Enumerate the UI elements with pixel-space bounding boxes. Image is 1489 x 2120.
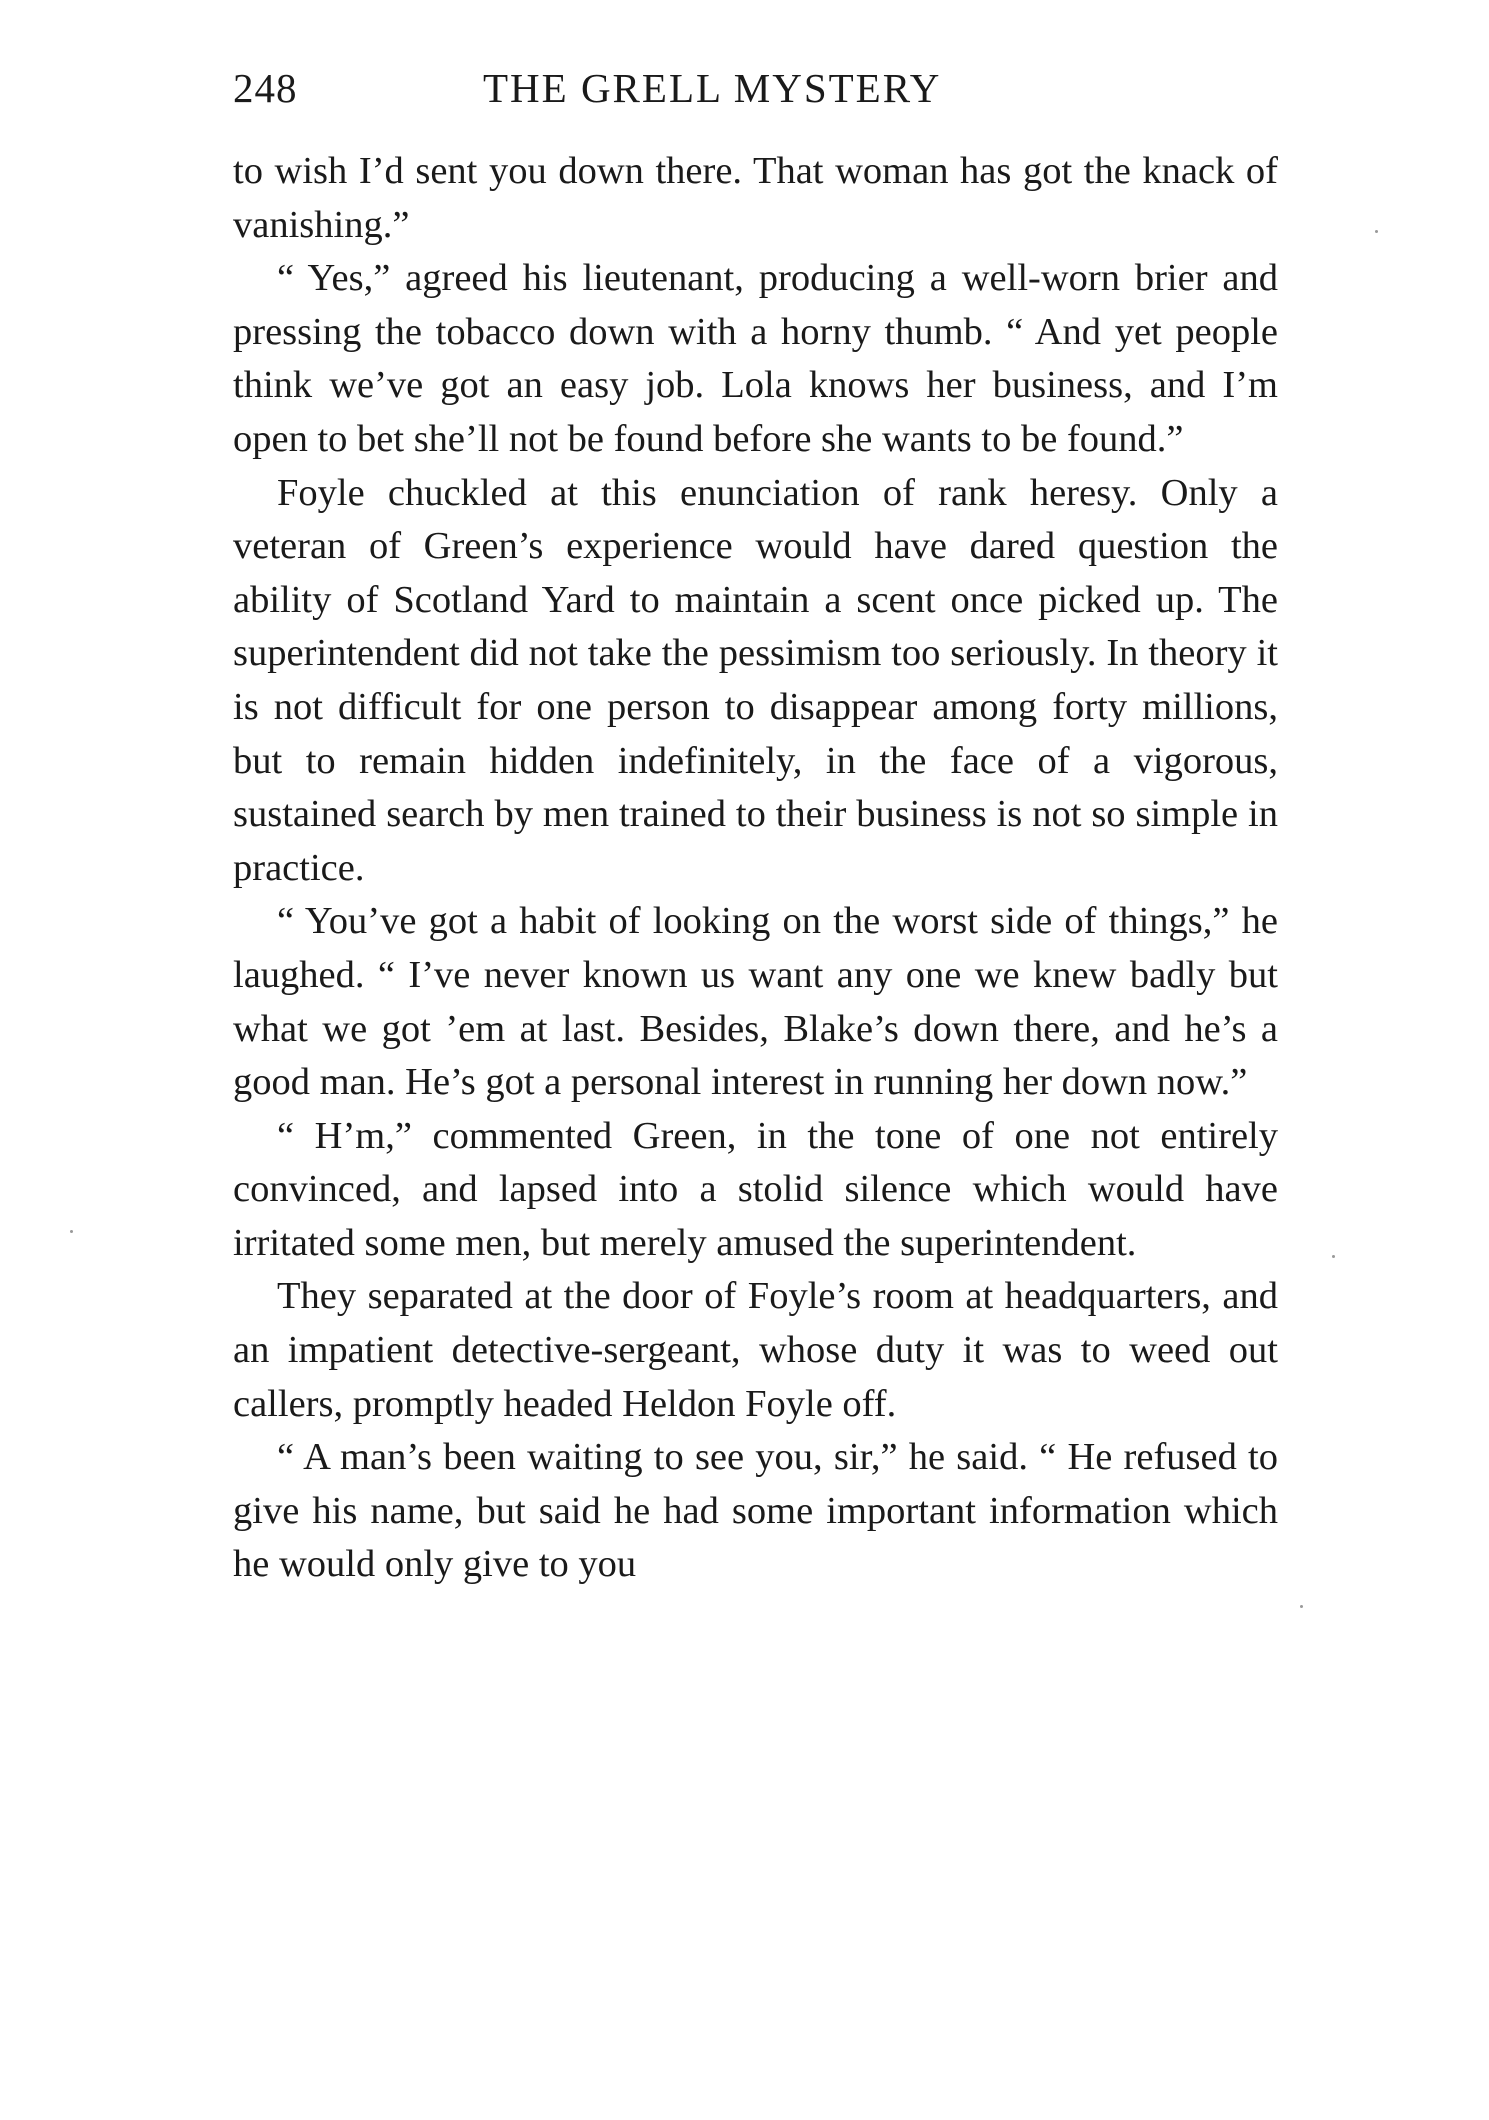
page-number: 248 xyxy=(233,65,298,111)
paragraph: Foyle chuckled at this enunciation of rank heresy. Only a veteran of Green’s experience would have dared question the ability of Scotland Yard to maintain a scent once picked up. The superintendent did not take the pessimism too seriously. In theory it is not difficult for one person to disappear among forty millions, but to remain hidden indefinitely, in the face of a vigorous, sustained search by men trained to their business is not so simple in practice. xyxy=(233,471,1278,889)
running-title: THE GRELL MYSTERY xyxy=(483,65,942,111)
paper-speck xyxy=(70,1230,73,1233)
paper-speck xyxy=(1332,1255,1335,1258)
paper-speck xyxy=(1300,1605,1303,1608)
paragraph-continuation: to wish I’d sent you down there. That woman has got the knack of vanishing.” xyxy=(233,150,1278,246)
paragraph: They separated at the door of Foyle’s room at headquarters, and an impatient detective-sergeant, whose duty it was to weed out callers, promptly headed Heldon Foyle off. xyxy=(233,1275,1278,1425)
paragraph: “ A man’s been waiting to see you, sir,” he said. “ He refused to give his name, but said he had some important information which he would only give to you xyxy=(233,1436,1278,1586)
paper-speck xyxy=(1375,230,1378,233)
body-text xyxy=(233,145,1278,1592)
paragraph: “ You’ve got a habit of looking on the worst side of things,” he laughed. “ I’ve never known us want any one we knew badly but what we got ’em at last. Besides, Blake’s down there, and he’s a good man. He’s got a personal interest in running her down now.” xyxy=(233,900,1278,1104)
paragraph: “ H’m,” commented Green, in the tone of one not entirely convinced, and lapsed into a stolid silence which would have irritated some men, but merely amused the superintendent. xyxy=(233,1114,1278,1264)
running-head xyxy=(233,58,1278,118)
paragraph: “ Yes,” agreed his lieutenant, producing a well-worn brier and pressing the tobacco down with a horny thumb. “ And yet people think we’ve got an easy job. Lola knows her business, and I’m open to bet she’ll not be found before she wants to be found.” xyxy=(233,257,1278,460)
